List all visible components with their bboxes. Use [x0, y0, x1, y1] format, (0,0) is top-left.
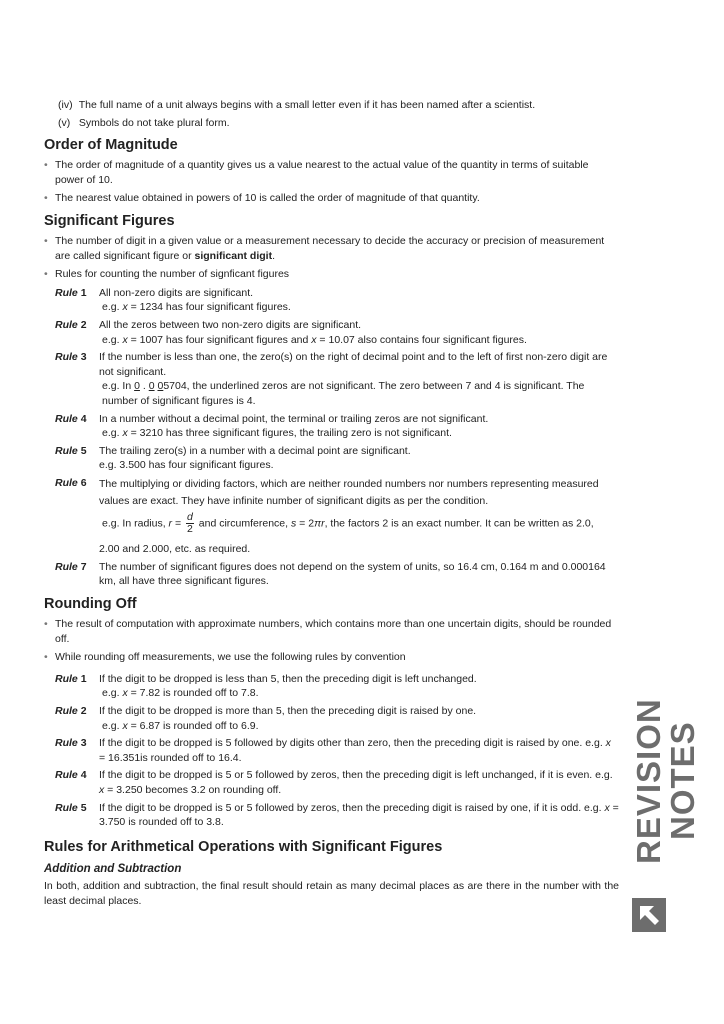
rule-text: If the digit to be dropped is more than 5, then the preceding digit is raised by one. [99, 705, 477, 718]
rule-item [44, 736, 619, 765]
rule-label: Rule 4 [55, 412, 87, 425]
page-content [44, 98, 619, 909]
bullet-text: The number of digit in a given value or a measurement necessary to decide the accuracy or precision of measurement are called significant figure or [55, 234, 605, 262]
bullet-item: • The nearest value obtained in powers of 10 is called the order of magnitude of that quantity. [44, 191, 619, 206]
rule-item [44, 768, 619, 797]
rule-body [99, 286, 619, 315]
revision-notes-label: REVISION NOTES [630, 698, 701, 864]
rule-body [99, 350, 619, 408]
arrow-up-left-icon [632, 898, 666, 932]
item-number: (iv) [58, 99, 73, 111]
rule-example: e.g. In 0 . 0 05704, the underlined zeros are not significant. The zero between 7 and 4 is significant. The number of significant figures is 4. [102, 380, 585, 407]
rule-example-continued: 2.00 and 2.000, etc. as required. [99, 542, 251, 555]
rule-example: e.g. x = 1234 has four significant figures. [102, 301, 291, 314]
rule-body [99, 704, 619, 733]
rule-label: Rule 3 [55, 351, 87, 364]
rule-body: If the digit to be dropped is 5 or 5 followed by zeros, then the preceding digit is raised by one, if it is odd. e.g. x = 3.750 is rounded off to 3.8. [99, 801, 619, 829]
rule-item [44, 318, 619, 347]
rule-item [44, 801, 619, 830]
bold-term: significant digit [194, 249, 273, 262]
section-heading-magnitude: Order of Magnitude [44, 137, 178, 154]
rule-body: If the digit to be dropped is 5 or 5 followed by zeros, then the preceding digit is left unchanged, if it is even. e.g. x = 3.250 becomes 3.2 on rounding off. [99, 769, 613, 796]
bullet-item: • The order of magnitude of a quantity gives us a value nearest to the actual value of the quantity in terms of suitable power of 10. [44, 158, 619, 187]
item-text: Symbols do not take plural form. [78, 116, 230, 129]
rule-example: e.g. x = 6.87 is rounded off to 6.9. [102, 719, 259, 732]
rule-text: The trailing zero(s) in a number with a decimal point are significant. [99, 444, 411, 457]
rule-example: e.g. x = 3210 has three significant figures, the trailing zero is not significant. [102, 427, 452, 440]
section-heading-significant-figures: Significant Figures [44, 212, 175, 229]
rule-item [44, 704, 619, 733]
bullet-item: • The result of computation with approximate numbers, which contains more than one uncertain digits, should be rounded off. [44, 617, 619, 646]
intro-item [44, 116, 619, 131]
rule-label: Rule 6 [55, 476, 87, 489]
rule-text: The multiplying or dividing factors, which are neither rounded numbers nor numbers representing measured values are exact. They have infinite number of significant digits as per the condition. [99, 477, 599, 507]
rule-item [44, 286, 619, 315]
rule-example: e.g. 3.500 has four significant figures. [99, 459, 274, 472]
rule-body [99, 560, 619, 589]
rule-item [44, 476, 619, 557]
rule-body [99, 412, 619, 441]
rule-label: Rule 5 [55, 801, 87, 814]
rule-example: e.g. x = 1007 has four significant figures and x = 10.07 also contains four significant figures. [102, 333, 527, 346]
rule-body [99, 444, 619, 473]
rule-body: If the digit to be dropped is 5 followed by digits other than zero, then the preceding digit is raised by one. e.g. x = 16.351is rounded off to 16.4. [99, 737, 611, 764]
item-number: (v) [58, 116, 71, 129]
rule-example: e.g. x = 7.82 is rounded off to 7.8. [102, 687, 259, 700]
rule-label: Rule 1 [55, 672, 87, 685]
rule-body [99, 318, 619, 347]
bullet-item: • Rules for counting the number of signficant figures [44, 267, 619, 282]
rule-body [99, 476, 619, 557]
rule-label: Rule 2 [55, 705, 87, 718]
bullet-item: • While rounding off measurements, we use the following rules by convention [44, 650, 619, 665]
intro-item [44, 98, 619, 113]
rule-label: Rule 1 [55, 286, 87, 299]
rule-text: All the zeros between two non-zero digits are significant. [99, 318, 362, 331]
revision-notes-tab [630, 670, 701, 932]
rule-item [44, 560, 619, 589]
rule-item [44, 444, 619, 473]
rule-item [44, 672, 619, 701]
rule-label: Rule 3 [55, 737, 87, 750]
rule-label: Rule 5 [55, 444, 87, 457]
rule-body [99, 672, 619, 701]
rule-text: If the digit to be dropped is less than 5, then the preceding digit is left unchanged. [99, 672, 477, 685]
paragraph: In both, addition and subtraction, the final result should retain as many decimal places as are there in the number with the least decimal places. [44, 880, 619, 907]
rule-label: Rule 7 [55, 560, 87, 573]
rule-text: The number of significant figures does not depend on the system of units, so 16.4 cm, 0.164 m and 0.000164 km, all have three significant figures. [99, 560, 606, 588]
rule-label: Rule 4 [55, 769, 87, 782]
rule-item [44, 350, 619, 408]
subheading-addition-subtraction: Addition and Subtraction [44, 862, 182, 875]
item-text: The full name of a unit always begins with a small letter even if it has been named after a scientist. [78, 99, 536, 111]
bullet-item [44, 234, 619, 263]
rule-text: In a number without a decimal point, the terminal or trailing zeros are not significant. [99, 412, 489, 425]
rule-item [44, 412, 619, 441]
rule-text: If the number is less than one, the zero(s) on the right of decimal point and to the left of first non-zero digit are not significant. [99, 351, 608, 378]
fraction-d-over-2: $\frac{d}{2}$ [187, 510, 193, 535]
section-heading-arithmetic-operations: Rules for Arithmetical Operations with Significant Figures [44, 838, 443, 855]
rule-text: All non-zero digits are significant. [99, 286, 254, 299]
rule-example: e.g. In radius, r = $\frac{d}{2}$ and circumference, s = 2πr, the factors 2 is an exact number. It can be written as 2.0, [102, 510, 594, 535]
section-heading-rounding-off: Rounding Off [44, 596, 137, 613]
bullet-text: . [272, 249, 276, 262]
rule-label: Rule 2 [55, 318, 87, 331]
